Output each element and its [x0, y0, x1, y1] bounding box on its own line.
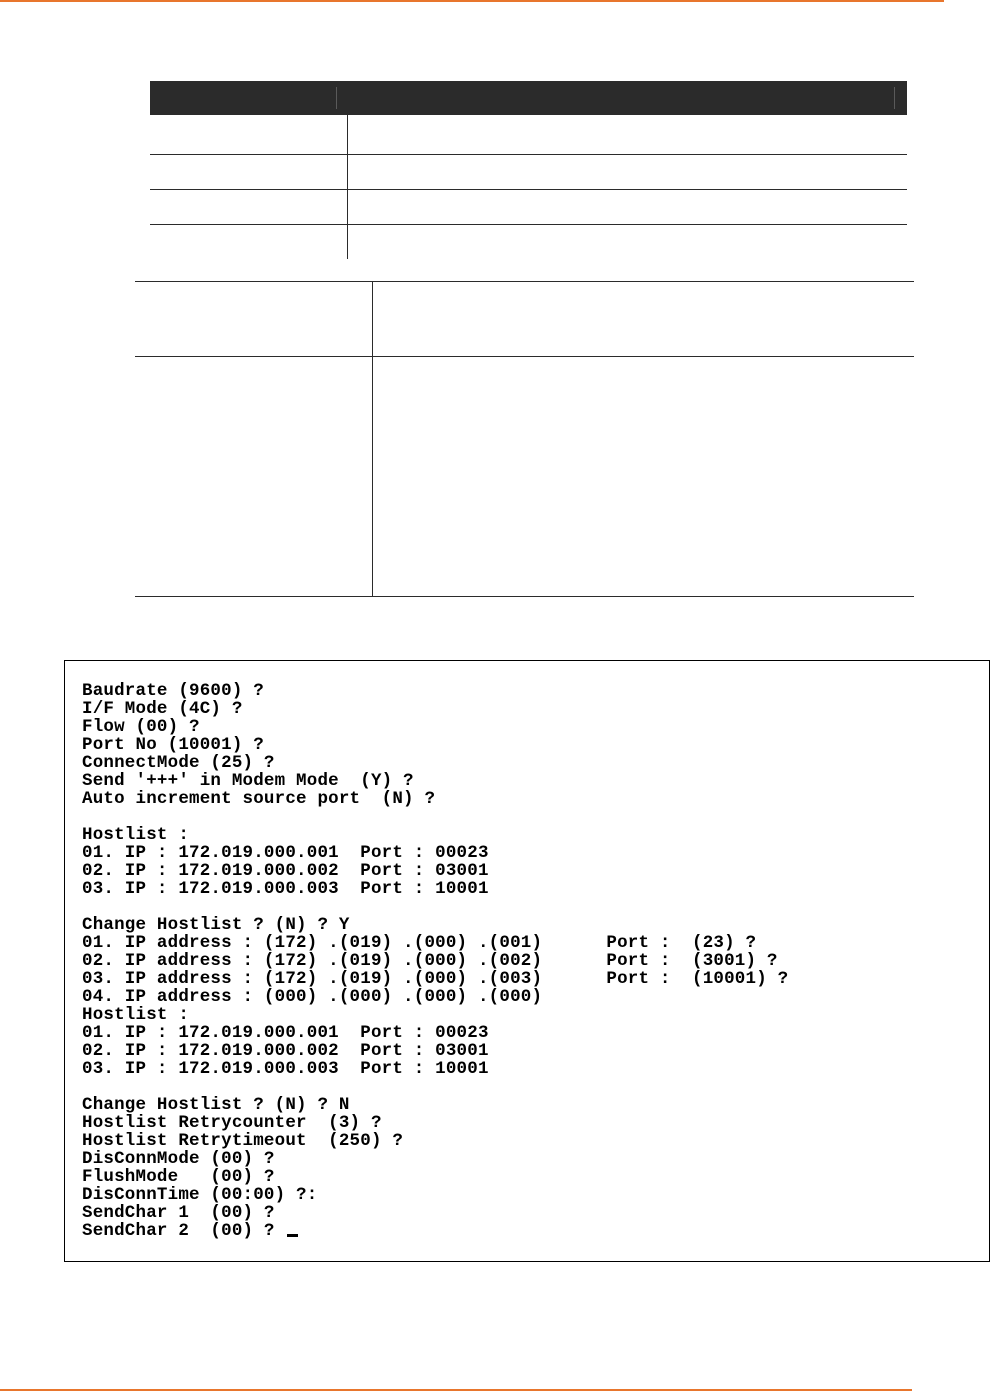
- table-row: [150, 115, 907, 155]
- table-row: [135, 282, 914, 357]
- table-header: [150, 81, 907, 115]
- header-divider: [336, 87, 337, 109]
- header-rule: [0, 0, 944, 2]
- table-row: [150, 190, 907, 225]
- settings-table: [150, 81, 907, 259]
- table-row: [150, 225, 907, 259]
- terminal-output: Baudrate (9600) ? I/F Mode (4C) ? Flow (00) ? Port No (10001) ? ConnectMode (25) ? Send '+++' in Modem Mode (Y) ? Auto increment source port (N) ? Hostlist : 01. IP : 172.019.000.001 Port : 00023 02. IP : 172.019.000.002 Port : 03001 03. IP : 172.019.000.003 Port : 10001 Change Hostlist ? (N) ? Y 01. IP address : (172) .(019) .(000) .(001) Port : (23) ? 02. IP address : (172) .(019) .(000) .(002) Port : (3001) ? 03. IP address : (172) .(019) .(000) .(003) Port : (10001) ? 04. IP address : (000) .(000) .(000) .(000) Hostlist : 01. IP : 172.019.000.001 Port : 00023 02. IP : 172.019.000.002 Port : 03001 03. IP : 172.019.000.003 Port : 10001 Change Hostlist ? (N) ? N Hostlist Retrycounter (3) ? Hostlist Retrytimeout (250) ? DisConnMode (00) ? FlushMode (00) ? DisConnTime (00:00) ?: SendChar 1 (00) ? SendChar 2 (00) ?: [82, 681, 789, 1241]
- parameter-table: [135, 281, 914, 597]
- table-row: [135, 357, 914, 597]
- table-row: [150, 155, 907, 190]
- footer-rule: [0, 1389, 912, 1391]
- text-cursor: [287, 1234, 298, 1237]
- header-divider: [894, 87, 895, 109]
- terminal-window: [64, 660, 990, 1262]
